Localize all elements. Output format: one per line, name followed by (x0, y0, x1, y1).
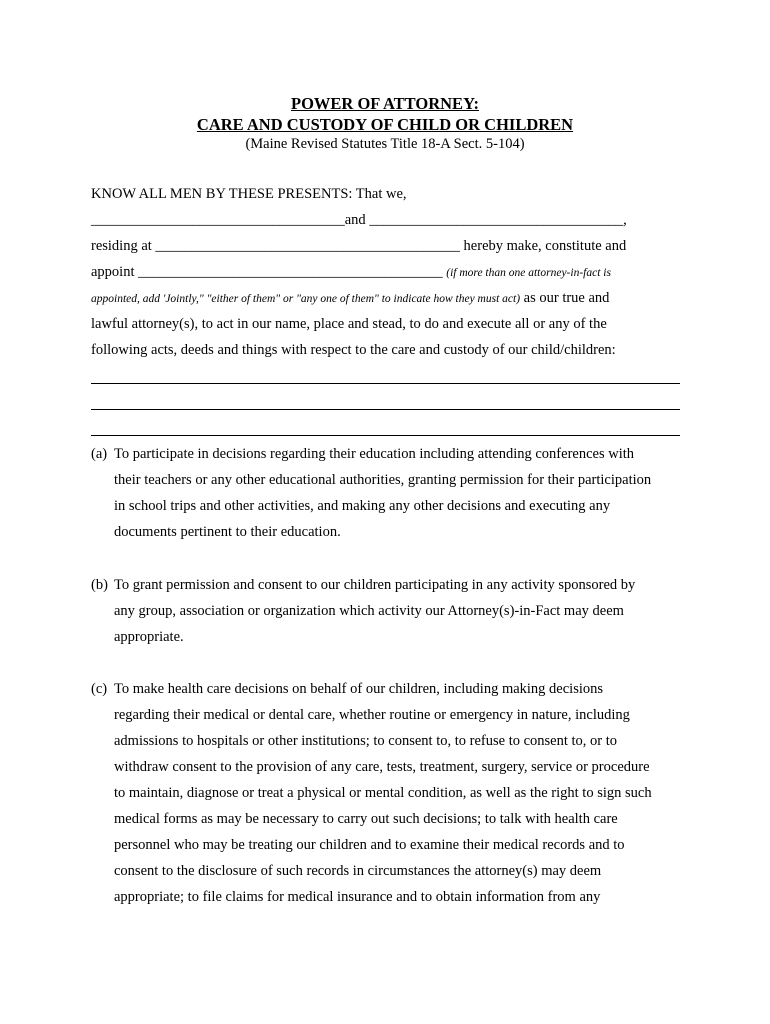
intro-line: KNOW ALL MEN BY THESE PRESENTS: That we, (91, 186, 407, 202)
name-blank-1: ___________________________________ (91, 212, 345, 228)
document-subtitle-heading: CARE AND CUSTODY OF CHILD OR CHILDREN (196, 115, 574, 134)
clause-text-line: consent to the disclosure of such records in circumstances the attorney(s) may deem (114, 863, 602, 879)
document-title: POWER OF ATTORNEY: (291, 94, 479, 113)
clause-text-line: in school trips and other activities, and making any other decisions and executing any (114, 498, 611, 514)
clause-label: (c) (91, 681, 108, 697)
intro-line: following acts, deeds and things with respect to the care and custody of our child/children: (91, 342, 616, 358)
clause-label: (a) (91, 446, 108, 462)
and-text: and (344, 212, 370, 228)
clause-text-line: personnel who may be treating our children and to examine their medical records and to (114, 837, 625, 853)
attorney-note: (if more than one attorney-in-fact is (446, 267, 611, 279)
appointed-line (91, 290, 609, 307)
clause-label: (b) (91, 577, 108, 593)
appoint-line (91, 264, 611, 281)
name-blank-2: ___________________________________, (369, 212, 627, 228)
appoint-text: appoint __________________________________________ (91, 264, 447, 280)
clause-text-line: documents pertinent to their education. (114, 524, 341, 540)
clause-text-line: To make health care decisions on behalf of our children, including making decisions (114, 681, 604, 697)
clause-text-line: to maintain, diagnose or treat a physical or mental condition, as well as the right to sign such (114, 785, 652, 801)
clause-text-line: appropriate; to file claims for medical insurance and to obtain information from any (114, 889, 601, 905)
clause-text-line: appropriate. (114, 629, 184, 645)
children-blank-line (91, 409, 680, 410)
residence-line: residing at __________________________________________ hereby make, constitute and (91, 238, 627, 254)
clause-text-line: regarding their medical or dental care, whether routine or emergency in nature, including (114, 707, 630, 723)
clause-text-line: To participate in decisions regarding their education including attending conferences with (114, 446, 635, 462)
appointed-note: appointed, add 'Jointly," "either of them" or "any one of them" to indicate how they must act) (91, 293, 521, 305)
clause-text-line: any group, association or organization which activity our Attorney(s)-in-Fact may deem (114, 603, 624, 619)
clause-text-line: admissions to hospitals or other institutions; to consent to, to refuse to consent to, or to (114, 733, 618, 749)
clause-text-line: withdraw consent to the provision of any care, tests, treatment, surgery, service or procedure (114, 759, 650, 775)
statute-reference: (Maine Revised Statutes Title 18-A Sect. 5-104) (245, 136, 525, 152)
clause-text-line: their teachers or any other educational authorities, granting permission for their participation (114, 472, 652, 488)
intro-line-names (91, 212, 627, 229)
true-and-text: as our true and (520, 290, 610, 306)
clause-text-line: medical forms as may be necessary to carry out such decisions; to talk with health care (114, 811, 618, 827)
intro-line: lawful attorney(s), to act in our name, place and stead, to do and execute all or any of the (91, 316, 607, 332)
children-blank-line (91, 435, 680, 436)
clause-text-line: To grant permission and consent to our children participating in any activity sponsored by (114, 577, 636, 593)
title-block (0, 93, 770, 153)
children-blank-line (91, 383, 680, 384)
